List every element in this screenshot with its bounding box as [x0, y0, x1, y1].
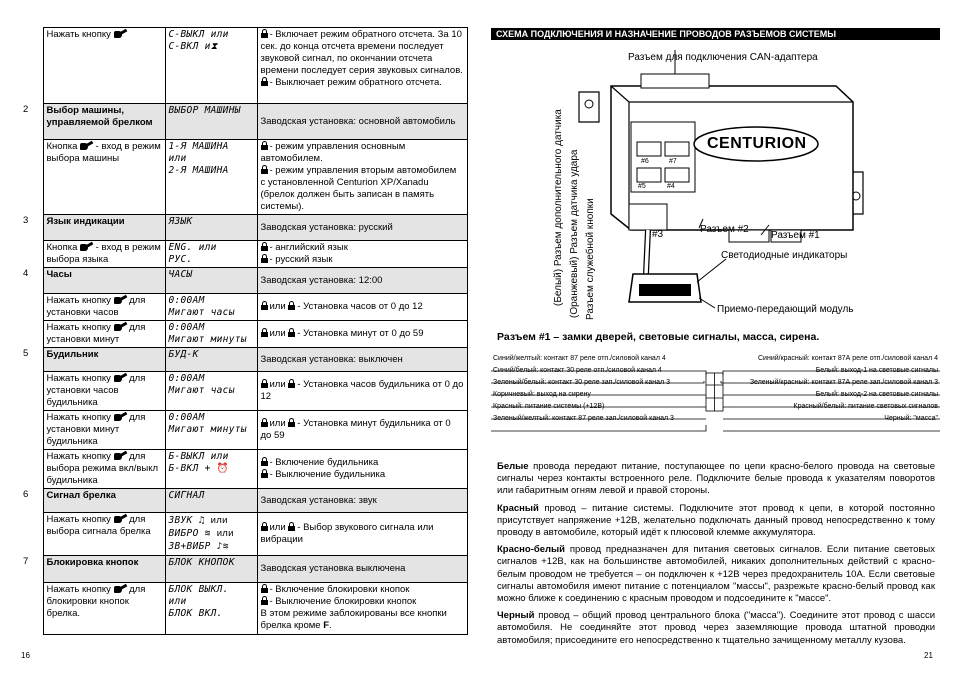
display-cell: С-ВЫКЛ или С-ВКЛ и⧗ [165, 28, 257, 104]
extra-sensor-label: (Белый) Разъем дополнительного датчика [553, 109, 564, 306]
button-icon [114, 374, 127, 382]
unlock-icon [261, 77, 268, 86]
connector-2-label: Разъем #2 [700, 224, 749, 235]
unlock-icon [261, 596, 268, 605]
row-number: 6 [21, 489, 43, 513]
description-cell: - Включение блокировки кнопок - Выключение блокировки кнопок В этом режиме заблокированы все кнопки брелка кроме F. [257, 583, 467, 635]
lock-icon [261, 242, 268, 251]
default-value: Заводская установка: звук [257, 489, 467, 513]
page-number-right: 21 [924, 651, 933, 660]
unlock-icon [288, 379, 295, 388]
lock-icon [261, 141, 268, 150]
display-cell: 0:00AM Мигают часы [165, 294, 257, 321]
paragraph-red-wire: Красный провод – питание системы. Подключите этот провод к цепи, в которой постоянно присутствует напряжение +12В, желательно подключать данный провод непосредственно к тому проводу в автомобиле, который идёт к плюсовой клемме аккумулятора. [497, 502, 935, 539]
setting-title: Будильник [43, 348, 165, 372]
unlock-icon [261, 165, 268, 174]
row-number [21, 241, 43, 268]
description-cell: или - Выбор звукового сигнала или вибрации [257, 513, 467, 556]
service-button-label: Разъем служебной кнопки [585, 198, 596, 320]
connector-1-label: Разъем #1 [771, 230, 820, 241]
row-number [21, 321, 43, 348]
description-cell: или - Установка часов от 0 до 12 [257, 294, 467, 321]
description-cell: - режим управления основным автомобилем. - режим управления вторым автомобилем с установленной Centurion XP/Xanadu (брелок должен быть записан в память системы). [257, 140, 467, 215]
action-cell: Кнопка - вход в режим выбора языка [43, 241, 165, 268]
table-row [21, 140, 467, 215]
action-cell: Нажать кнопку для установки минут будильника [43, 411, 165, 450]
default-value: Заводская установка: выключен [257, 348, 467, 372]
lock-icon [261, 584, 268, 593]
wire-label: Белый: выход-1 на световые сигналы [815, 367, 938, 374]
row-number: 7 [21, 556, 43, 583]
default-value: Заводская установка: 12:00 [257, 268, 467, 294]
setting-title: Выбор машины, управляемой брелком [43, 104, 165, 140]
row-number [21, 28, 43, 104]
wire-descriptions [497, 461, 935, 652]
display-cell: 0:00AM Мигают минуты [165, 411, 257, 450]
wire-label: Зеленый/белый: контакт 30 реле зап./силовой канал 3 [493, 379, 670, 386]
display-cell: БЛОК КНОПОК [165, 556, 257, 583]
row-number [21, 372, 43, 411]
lock-icon [261, 457, 268, 466]
table-row [21, 28, 467, 104]
row-number [21, 513, 43, 556]
description-cell: - английский язык - русский язык [257, 241, 467, 268]
row-number [21, 411, 43, 450]
table-row [21, 104, 467, 140]
paragraph-black-wire: Черный провод – общий провод центрального блока ("масса"). Соедините этот провод с шасси автомобиля. Не соединяйте этот провод через заземляющие провода штатной проводки автомобиля; присоедините его непосредственно к тщательно зачищенному металлу кузова. [497, 610, 935, 646]
row-number: 5 [21, 348, 43, 372]
table-row [21, 321, 467, 348]
unlock-icon [288, 522, 295, 531]
table-row [21, 489, 467, 513]
table-row [21, 450, 467, 489]
action-cell: Нажать кнопку [43, 28, 165, 104]
vibration-icon: ≋ [204, 528, 211, 539]
description-cell: - Включает режим обратного отсчета. За 10 сек. до конца отсчета времени последует звуковой сигнал, по окончании отсчета времени последует серия звуковых сигналов. - Выключает режим обратного отсчета. [257, 28, 467, 104]
hourglass-icon: ⧗ [210, 41, 218, 52]
pinout-lines [491, 351, 940, 451]
display-cell: СИГНАЛ [165, 489, 257, 513]
page-number-left: 16 [21, 651, 30, 660]
wiring-diagram [491, 44, 940, 324]
wire-label: Зеленый/красный: контакт 87А реле зап./силовой канал 3 [749, 379, 938, 386]
description-cell: или - Установка часов будильника от 0 до 12 [257, 372, 467, 411]
transceiver-label: Приемо-передающий модуль [717, 304, 854, 315]
button-icon [80, 142, 93, 150]
button-icon [114, 452, 127, 460]
settings-table [21, 27, 468, 635]
wire-label: Синий/красный: контакт 87А реле отп./силовой канал 4 [757, 355, 938, 362]
setting-title: Часы [43, 268, 165, 294]
lock-icon [261, 29, 268, 38]
bell-icon: ♫ [198, 515, 205, 526]
setting-title: Сигнал брелка [43, 489, 165, 513]
connector-label: #7 [669, 158, 677, 165]
display-cell: 0:00AM Мигают минуты [165, 321, 257, 348]
table-row [21, 583, 467, 635]
connector-1-pinout [491, 351, 940, 451]
description-cell: или - Установка минут от 0 до 59 [257, 321, 467, 348]
button-icon [80, 243, 93, 251]
display-cell: 1-Я МАШИНА или 2-Я МАШИНА [165, 140, 257, 215]
table-row [21, 513, 467, 556]
connector-label: #6 [641, 158, 649, 165]
row-number [21, 583, 43, 635]
button-icon [114, 585, 127, 593]
paragraph-red-white-wire: Красно-белый провод предназначен для питания световых сигналов. Если питание световых сигналов +12В, как на большинстве автомобилей, никаких дополнительных действий с красно-белым проводом не требуется – он подключен к +12В через предохранитель 10А. Если световые сигналы автомобиля имеют питание с потенциалом "массы", разрежьте красно-белый провод как можно ближе к соединению с красным проводом и подсоедините к "массе". [497, 544, 935, 605]
lock-icon [261, 379, 268, 388]
lock-icon [261, 522, 268, 531]
table-row [21, 411, 467, 450]
table-row [21, 372, 467, 411]
sound-vibration-icon: ♪≋ [216, 541, 229, 552]
action-cell: Нажать кнопку для блокировки кнопок брелка. [43, 583, 165, 635]
display-cell: БЛОК ВЫКЛ. или БЛОК ВКЛ. [165, 583, 257, 635]
can-adapter-label: Разъем для подключения CAN-адаптера [628, 52, 818, 63]
display-cell: 0:00AM Мигают часы [165, 372, 257, 411]
row-number [21, 140, 43, 215]
wire-label: Белый: выход-2 на световые сигналы [815, 391, 938, 398]
action-cell: Нажать кнопку для выбора режима вкл/выкл будильника [43, 450, 165, 489]
button-icon [114, 323, 127, 331]
button-icon [114, 413, 127, 421]
wire-label: Красный/белый: питание световых сигналов [793, 403, 938, 410]
unlock-icon [288, 328, 295, 337]
display-cell: ВЫБОР МАШИНЫ [165, 104, 257, 140]
unlock-icon [261, 469, 268, 478]
lock-icon [261, 418, 268, 427]
display-cell: ЧАСЫ [165, 268, 257, 294]
table-row [21, 556, 467, 583]
table-row [21, 215, 467, 241]
connector-label: #3 [652, 229, 664, 240]
lock-icon [261, 301, 268, 310]
wire-label: Синий/белый: контакт 30 реле отп./силовой канал 4 [493, 367, 662, 374]
table-row [21, 268, 467, 294]
section-header: СХЕМА ПОДКЛЮЧЕНИЯ И НАЗНАЧЕНИЕ ПРОВОДОВ РАЗЪЕМОВ СИСТЕМЫ [491, 28, 940, 40]
action-cell: Нажать кнопку для установки часов будильника [43, 372, 165, 411]
default-value: Заводская установка выключена [257, 556, 467, 583]
unlock-icon [288, 418, 295, 427]
table-row [21, 294, 467, 321]
connector-1-title: Разъем #1 – замки дверей, световые сигналы, масса, сирена. [497, 331, 820, 343]
button-icon [114, 515, 127, 523]
setting-title: Язык индикации [43, 215, 165, 241]
wire-label: Коричневый: выход на сирену [493, 391, 591, 398]
alarm-clock-icon: ⏰ [216, 463, 229, 474]
unlock-icon [261, 254, 268, 263]
row-number: 4 [21, 268, 43, 294]
wire-label: Красный: питание системы (+12В) [493, 403, 605, 410]
row-number: 2 [21, 104, 43, 140]
row-number: 3 [21, 215, 43, 241]
setting-title: Блокировка кнопок [43, 556, 165, 583]
default-value: Заводская установка: русский [257, 215, 467, 241]
display-cell: БУД-К [165, 348, 257, 372]
action-cell: Нажать кнопку для выбора сигнала брелка [43, 513, 165, 556]
action-cell: Нажать кнопку для установки минут [43, 321, 165, 348]
row-number [21, 294, 43, 321]
action-cell: Кнопка - вход в режим выбора машины [43, 140, 165, 215]
unlock-icon [288, 301, 295, 310]
display-cell: ЯЗЫК [165, 215, 257, 241]
wire-label: Черный: "масса" [884, 415, 938, 422]
lock-icon [261, 328, 268, 337]
display-cell: Б-ВЫКЛ или Б-ВКЛ + ⏰ [165, 450, 257, 489]
description-cell: - Включение будильника - Выключение будильника [257, 450, 467, 489]
row-number [21, 450, 43, 489]
table-row [21, 241, 467, 268]
description-cell: или - Установка минут будильника от 0 до 59 [257, 411, 467, 450]
wire-label: Синий/желтый: контакт 87 реле отп./силовой канал 4 [493, 355, 666, 362]
table-row [21, 348, 467, 372]
display-cell: ENG. или РУС. [165, 241, 257, 268]
button-icon [114, 296, 127, 304]
brand-logo: CENTURION [707, 135, 807, 152]
shock-sensor-label: (Оранжевый) Разъем датчика удара [569, 149, 580, 318]
led-indicators-label: Светодиодные индикаторы [721, 250, 848, 261]
connector-label: #4 [667, 183, 675, 190]
action-cell: Нажать кнопку для установки часов [43, 294, 165, 321]
connector-label: #5 [638, 183, 646, 190]
default-value: Заводская установка: основной автомобиль [257, 104, 467, 140]
display-cell: ЗВУК ♫ или ВИБРО ≋ или ЗВ+ВИБР ♪≋ [165, 513, 257, 556]
wire-label: Зеленый/желтый: контакт 87 реле зап./силовой канал 3 [493, 415, 674, 422]
paragraph-white-wires: Белые провода передают питание, поступающее по цепи красно-белого провода на световые сигналы через контакты встроенного реле. Подключите белые провода к указателям поворотов или габаритным огням левой и правой стороны. [497, 461, 935, 497]
button-icon [114, 30, 127, 38]
